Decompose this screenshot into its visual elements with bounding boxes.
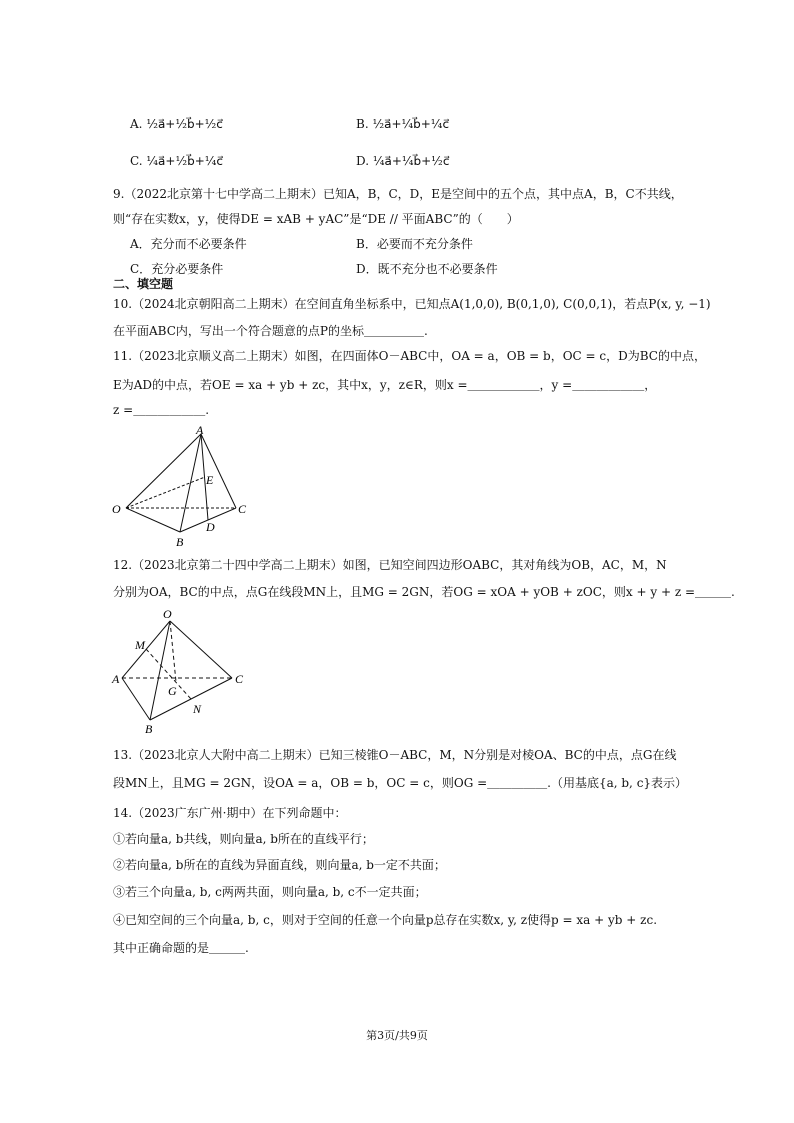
q12-line1: 12.（2023北京第二十四中学高二上期末）如图，已知空间四边形OABC，其对角线为OB，AC，M，N (113, 558, 667, 572)
fig12-label-m: M (135, 638, 145, 652)
section-title: 二、填空题 (113, 277, 174, 291)
q12-line2: 分别为OA，BC的中点，点G在线段MN上，且MG = 2GN，若OG = xOA + yOB + zOC，则x + y + z =＿＿＿. (113, 585, 735, 599)
q8-option-d: D. ¼a⃗+¼b⃗+½c⃗ (356, 154, 450, 168)
q9-option-c: C．充分必要条件 (130, 262, 224, 276)
q14-item-1: ①若向量a, b共线，则向量a, b所在的直线平行； (113, 832, 374, 846)
fig11-label-a: A (196, 424, 204, 437)
q13-line1: 13.（2023北京人大附中高二上期末）已知三棱锥O－ABC，M，N分别是对棱OA、BC的中点，点G在线 (113, 748, 677, 762)
fig12-label-b: B (145, 722, 153, 734)
q14-item-4: ④已知空间的三个向量a, b, c，则对于空间的任意一个向量p总存在实数x, y, z使得p = xa + yb + zc. (113, 913, 658, 927)
q9-line1: 9.（2022北京第十七中学高二上期末）已知A，B，C，D，E是空间中的五个点，其中点A，B，C不共线， (113, 187, 683, 201)
q9-option-a: A．充分而不必要条件 (130, 237, 247, 251)
page-footer: 第3页/共9页 (366, 1029, 428, 1042)
q9-option-d: D．既不充分也不必要条件 (356, 262, 498, 276)
q12-quadrilateral-figure (108, 606, 258, 734)
q9-option-b: B．必要而不充分条件 (356, 237, 473, 251)
fig12-label-n: N (193, 702, 202, 716)
q14-item-2: ②若向量a, b所在的直线为异面直线，则向量a, b一定不共面； (113, 858, 446, 872)
fig11-label-b: B (176, 535, 184, 549)
fig12-label-g: G (168, 684, 177, 698)
q8-option-a: A. ½a⃗+½b⃗+½c⃗ (130, 117, 223, 131)
q8-option-c: C. ¼a⃗+½b⃗+¼c⃗ (130, 154, 223, 168)
q9-line2: 则“存在实数x，y，使得DE = xAB + yAC”是“DE // 平面ABC”的（ ） (113, 212, 519, 226)
q14-line1: 14.（2023广东广州·期中）在下列命题中： (113, 806, 347, 820)
q13-line2: 段MN上，且MG = 2GN，设OA = a，OB = b，OC = c，则OG =＿＿＿＿＿.（用基底{a, b, c}表示） (113, 776, 688, 790)
q11-line2: E为AD的中点，若OE = xa + yb + zc，其中x，y，z∈R，则x =＿＿＿＿＿＿，y =＿＿＿＿＿＿， (113, 378, 657, 392)
fig11-label-e: E (206, 473, 214, 487)
q10-line1: 10.（2024北京朝阳高二上期末）在空间直角坐标系中，已知点A(1,0,0), B(0,1,0), C(0,0,1)，若点P(x, y, −1) (113, 297, 711, 311)
q8-option-b: B. ½a⃗+¼b⃗+¼c⃗ (356, 117, 450, 131)
fig11-label-c: C (238, 502, 247, 516)
q11-line3: z =＿＿＿＿＿＿. (113, 403, 210, 417)
q14-answer-line: 其中正确命题的是＿＿＿. (113, 941, 249, 955)
q11-tetrahedron-figure (108, 424, 258, 552)
fig11-label-o: O (112, 502, 121, 516)
fig11-label-d: D (206, 520, 215, 534)
q11-line1: 11.（2023北京顺义高二上期末）如图，在四面体O－ABC中，OA = a，OB = b，OC = c，D为BC的中点， (113, 349, 706, 363)
fig12-label-a: A (112, 672, 120, 686)
fig12-label-o: O (163, 607, 172, 621)
q10-line2: 在平面ABC内，写出一个符合题意的点P的坐标＿＿＿＿＿. (113, 324, 428, 338)
q14-item-3: ③若三个向量a, b, c两两共面，则向量a, b, c不一定共面； (113, 885, 427, 899)
fig12-label-c: C (235, 672, 244, 686)
